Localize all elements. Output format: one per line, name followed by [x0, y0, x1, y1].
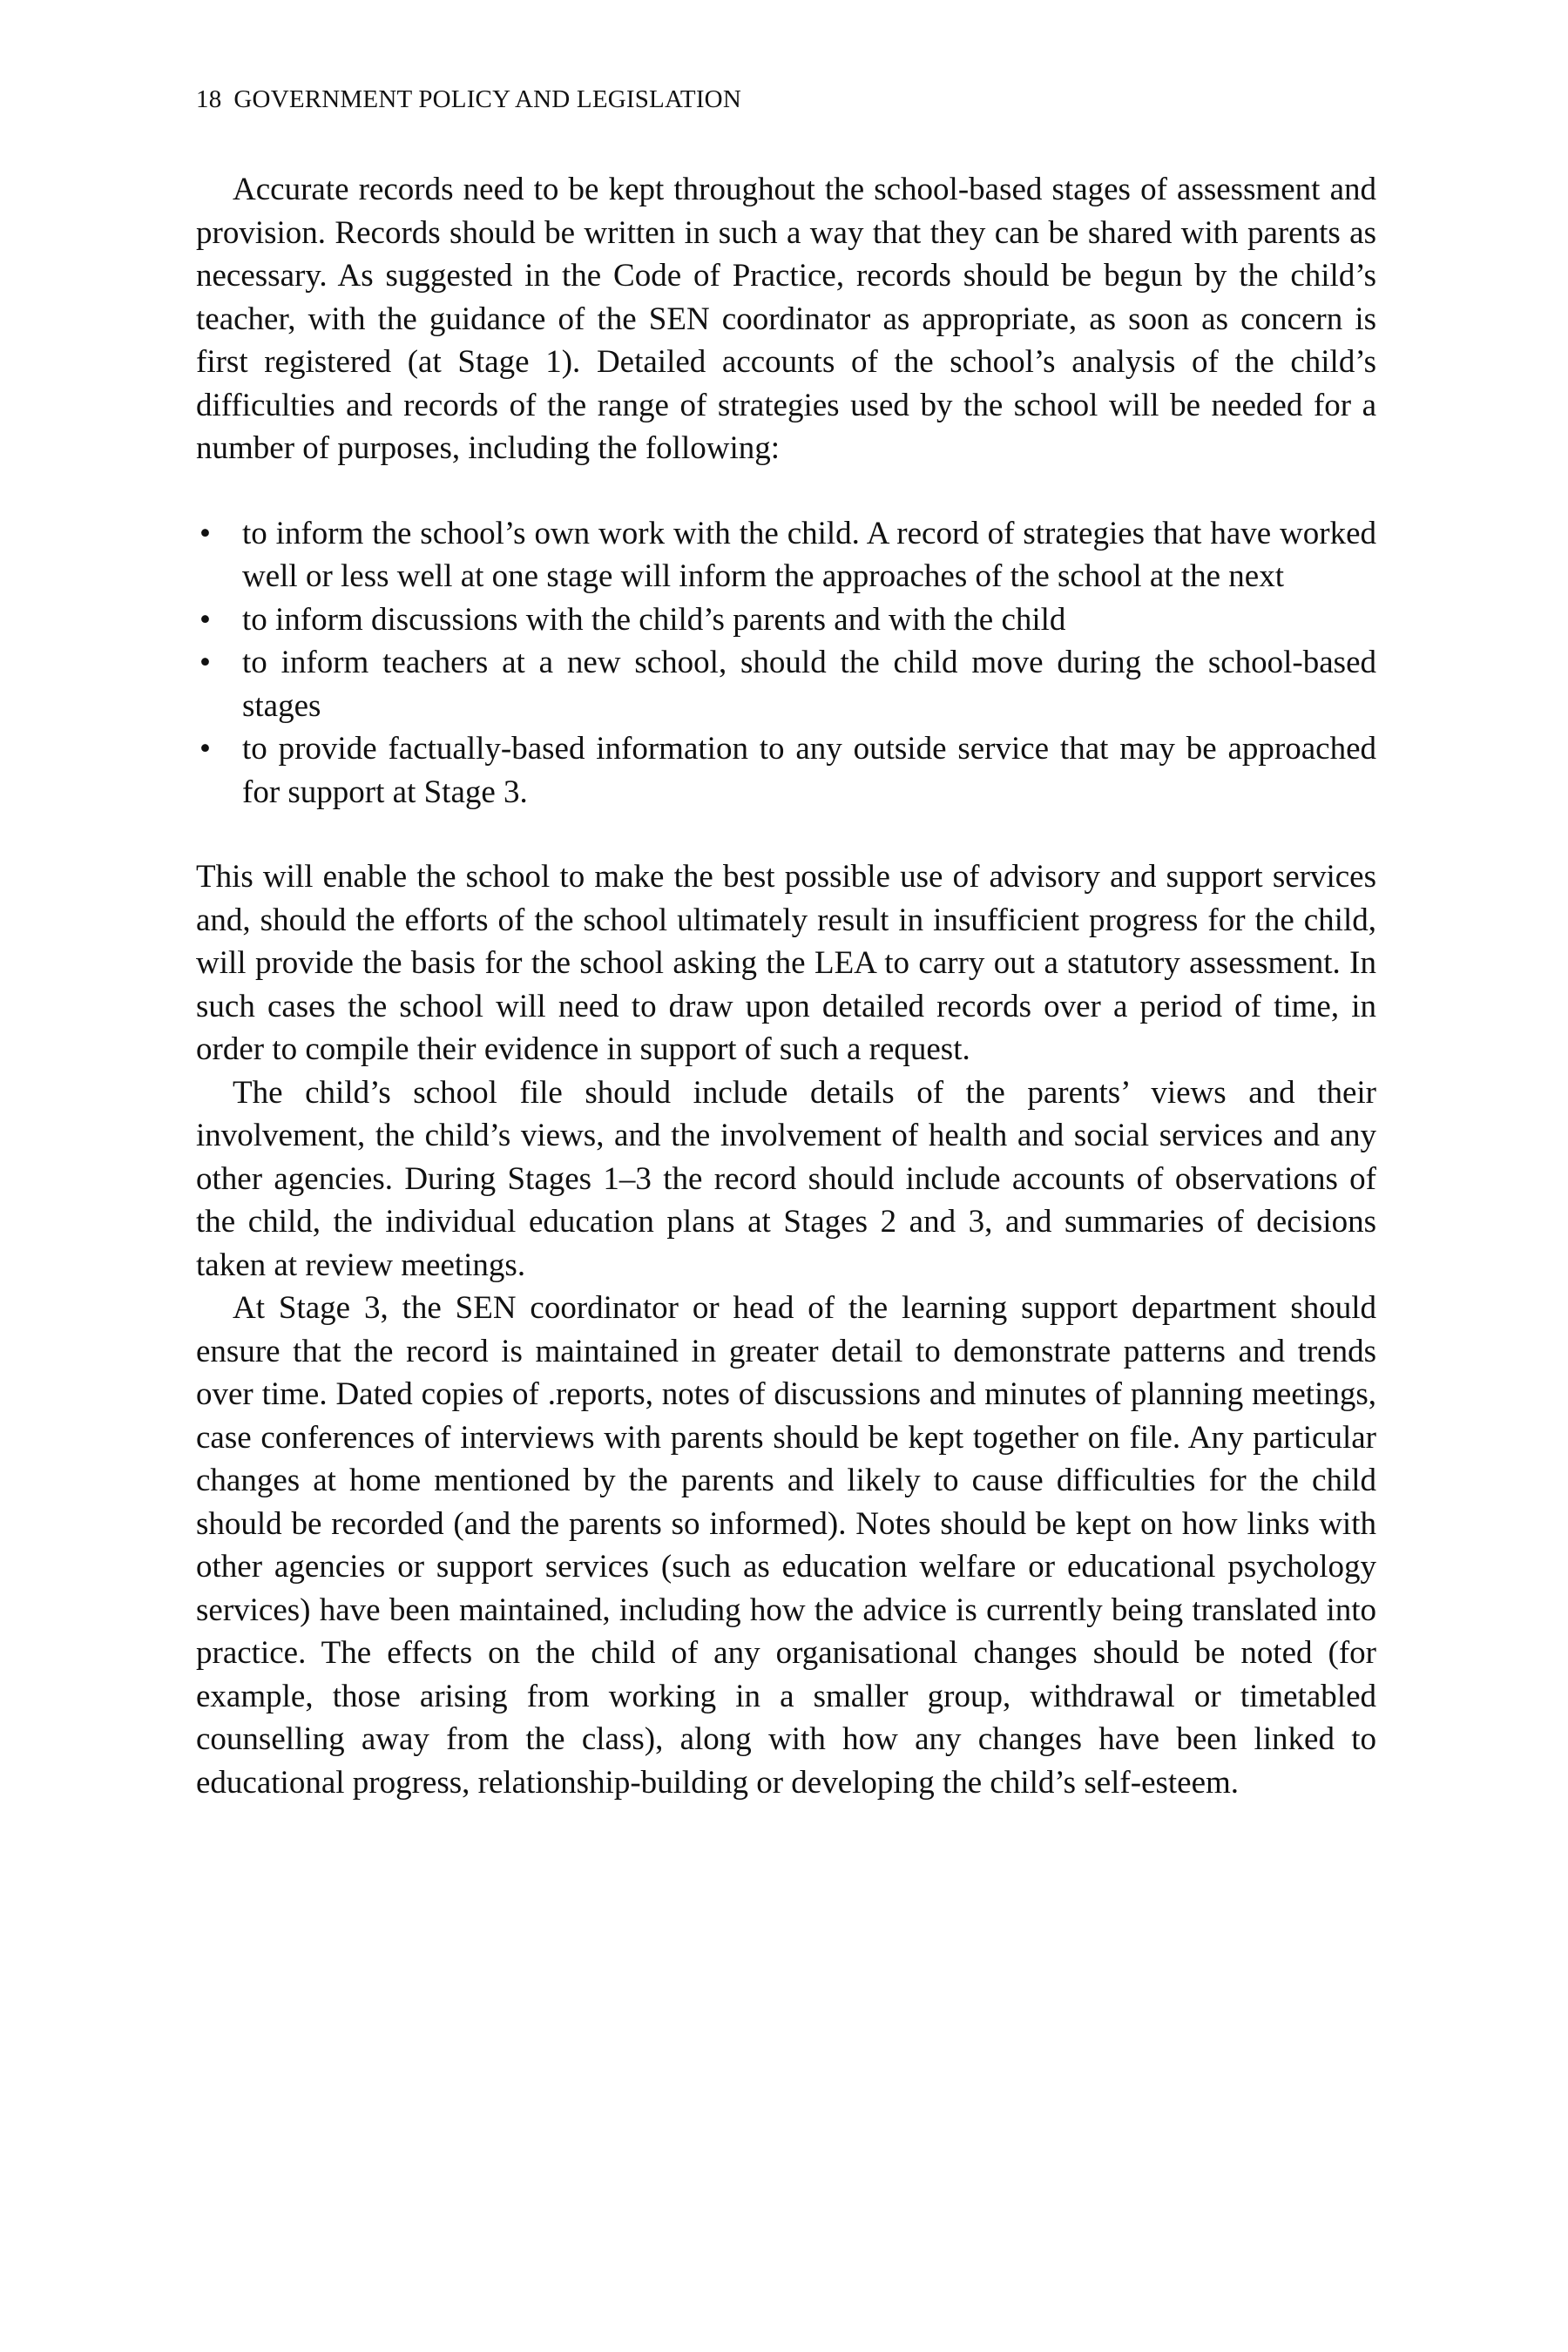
bullet-icon: • [199, 601, 211, 638]
bullet-text: to inform the school’s own work with the child. A record of strategies that have worked well or less well at one stage will inform the approaches of the school at the next [242, 515, 1376, 594]
bullet-item [196, 727, 1376, 814]
bullet-text: to inform discussions with the child’s parents and with the child [242, 601, 1066, 638]
bullet-icon: • [199, 645, 211, 680]
paragraph-advisory-services: This will enable the school to make the best possible use of advisory and support services and, should the efforts of the school ultimately result in insufficient progress for the child, will provide the basis for the school asking the LEA to carry out a statutory assessment. In such cases the school will need to draw upon detailed records over a period of time, in order to compile their evidence in support of such a request. [196, 859, 1376, 1067]
purposes-bullet-list [196, 512, 1376, 814]
paragraph-records-intro: Accurate records need to be kept throughout the school-based stages of assessment and provision. Records should be written in such a way that they can be shared with parents as necessary. As suggested in the Code of Practice, records should be begun by the child’s teacher, with the guidance of the SEN coordinator as appropriate, as soon as concern is first registered (at Stage 1). Detailed accounts of the school’s analysis of the child’s difficulties and records of the range of strategies used by the school will be needed for a number of purposes, including the following: [196, 172, 1376, 466]
bullet-text: to inform teachers at a new school, should the child move during the school-based stages [242, 645, 1376, 724]
bullet-icon: • [199, 515, 211, 551]
bullet-item [196, 598, 1376, 642]
page-number: 18 [196, 85, 222, 113]
running-title: GOVERNMENT POLICY AND LEGISLATION [233, 85, 741, 113]
paragraph-school-file: The child’s school file should include details of the parents’ views and their involvement, the child’s views, and the involvement of health and social services and any other agencies. During Stages 1–3 the record should include accounts of observations of the child, the individual education plans at Stages 2 and 3, and summaries of decisions taken at review meetings. [196, 1074, 1376, 1283]
bullet-item [196, 641, 1376, 727]
book-page [196, 87, 1376, 1804]
paragraph-stage-3-records: At Stage 3, the SEN coordinator or head of the learning support department should ensure that the record is maintained in greater detail to demonstrate patterns and trends over time. Dated copies of .reports, notes of discussions and minutes of planning meetings, case conferences of interviews with parents should be kept together on file. Any particular changes at home mentioned by the parents and likely to cause difficulties for the child should be recorded (and the parents so informed). Notes should be kept on how links with other agencies or support services (such as education welfare or educational psychology services) have been maintained, including how the advice is currently being translated into practice. The effects on the child of any organisational changes should be noted (for example, those arising from working in a smaller group, withdrawal or timetabled counselling away from the class), along with how any changes have been linked to educational progress, relationship-building or developing the child’s self-esteem. [196, 1290, 1376, 1801]
bullet-text: to provide factually-based information to any outside service that may be approached for support at Stage 3. [242, 731, 1376, 810]
bullet-icon: • [199, 731, 211, 767]
running-header [196, 87, 1376, 112]
bullet-item [196, 512, 1376, 598]
